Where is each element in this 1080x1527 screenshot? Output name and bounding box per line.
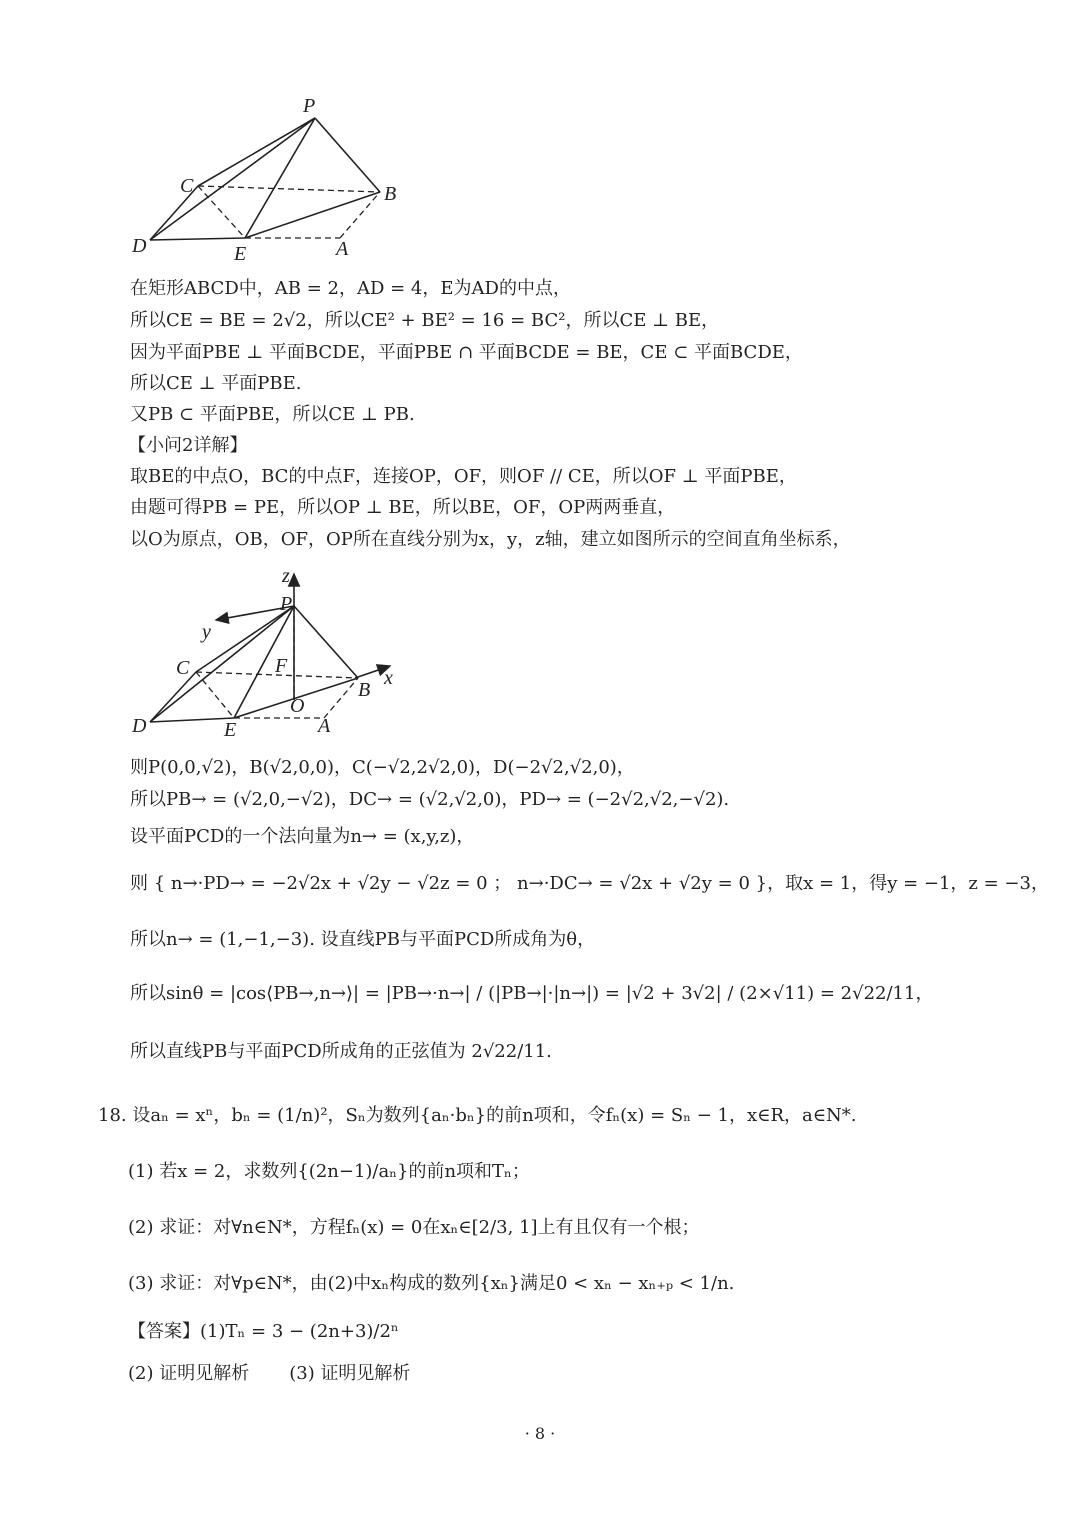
solution-line-1: 在矩形ABCD中，AB = 2，AD = 4，E为AD的中点，	[130, 278, 571, 299]
solution-line-5: 又PB ⊂ 平面PBE，所以CE ⊥ PB.	[130, 404, 415, 425]
label-C: C	[176, 657, 190, 679]
question-18-part2: (2) 求证：对∀n∈N*，方程fₙ(x) = 0在xₙ∈[2/3, 1]上有且仅有一个根；	[128, 1217, 700, 1238]
label-B: B	[358, 679, 371, 701]
solution-line-7: 由题可得PB = PE，所以OP ⊥ BE，所以BE，OF，OP两两垂直，	[130, 497, 676, 518]
question-18-stem: 18. 设aₙ = xⁿ，bₙ = (1/n)²，Sₙ为数列{aₙ·bₙ}的前n项和，令fₙ(x) = Sₙ − 1，x∈R，a∈N*.	[98, 1105, 857, 1126]
solution-line-4: 所以CE ⊥ 平面PBE.	[130, 373, 302, 394]
solution-line-6: 取BE的中点O，BC的中点F，连接OP，OF，则OF // CE，所以OF ⊥ 平面PBE，	[130, 466, 797, 487]
axis-x-label: x	[384, 667, 393, 689]
label-E: E	[224, 719, 237, 741]
label-D: D	[132, 715, 147, 737]
label-D: D	[132, 235, 147, 257]
label-E: E	[234, 243, 247, 265]
normal-vector-line: 设平面PCD的一个法向量为n→ = (x,y,z)，	[130, 826, 475, 847]
question-18-part3: (3) 求证：对∀p∈N*，由(2)中xₙ构成的数列{xₙ}满足0 < xₙ − xₙ₊ₚ < 1/n.	[128, 1273, 735, 1294]
pyramid-figure-1	[120, 90, 440, 270]
answer-line-2	[128, 1362, 410, 1386]
page-number: · 8 ·	[524, 1424, 556, 1443]
label-B: B	[384, 183, 397, 205]
label-P: P	[303, 95, 316, 117]
coords-line: 则P(0,0,√2)，B(√2,0,0)，C(−√2,2√2,0)，D(−2√2,√2,0)，	[130, 757, 635, 778]
label-O: O	[290, 695, 305, 717]
solution-line-8: 以O为原点，OB，OF，OP所在直线分别为x，y，z轴，建立如图所示的空间直角坐标系，	[130, 529, 851, 550]
vectors-line: 所以PB→ = (√2,0,−√2)，DC→ = (√2,√2,0)，PD→ = (−2√2,√2,−√2).	[130, 789, 730, 810]
equation-system-line: 则 { n→·PD→ = −2√2x + √2y − √2z = 0 ； n→·DC→ = √2x + √2y = 0 }，取x = 1，得y = −1，z = −3，	[130, 873, 1049, 894]
pyramid-coordinate-figure-2	[120, 560, 420, 750]
axis-y-label: y	[202, 621, 211, 643]
question-18-part1: (1) 若x = 2，求数列{(2n−1)/aₙ}的前n项和Tₙ；	[128, 1161, 530, 1182]
label-A: A	[318, 715, 331, 737]
answer-line-1: 【答案】(1)Tₙ = 3 − (2n+3)/2ⁿ	[128, 1321, 399, 1342]
conclusion-line: 所以直线PB与平面PCD所成角的正弦值为 2√22/11.	[130, 1041, 552, 1062]
normal-result-line: 所以n→ = (1,−1,−3). 设直线PB与平面PCD所成角为θ，	[130, 929, 596, 950]
subquestion2-heading: 【小问2详解】	[128, 435, 248, 456]
label-F: F	[275, 655, 288, 677]
answer-part3: (3) 证明见解析	[289, 1363, 411, 1384]
label-P: P	[280, 593, 293, 615]
sine-computation-line: 所以sinθ = |cos⟨PB→,n→⟩| = |PB→·n→| / (|PB→|·|n→|) = |√2 + 3√2| / (2×√11) = 2√22/11，	[130, 983, 934, 1004]
label-C: C	[180, 175, 194, 197]
solution-line-2: 所以CE = BE = 2√2，所以CE² + BE² = 16 = BC²，所以CE ⊥ BE，	[130, 310, 720, 331]
label-A: A	[336, 238, 349, 260]
solution-line-3: 因为平面PBE ⊥ 平面BCDE，平面PBE ∩ 平面BCDE = BE，CE ⊂ 平面BCDE，	[130, 342, 803, 363]
answer-part2: (2) 证明见解析	[128, 1363, 250, 1384]
axis-z-label: z	[282, 565, 290, 587]
